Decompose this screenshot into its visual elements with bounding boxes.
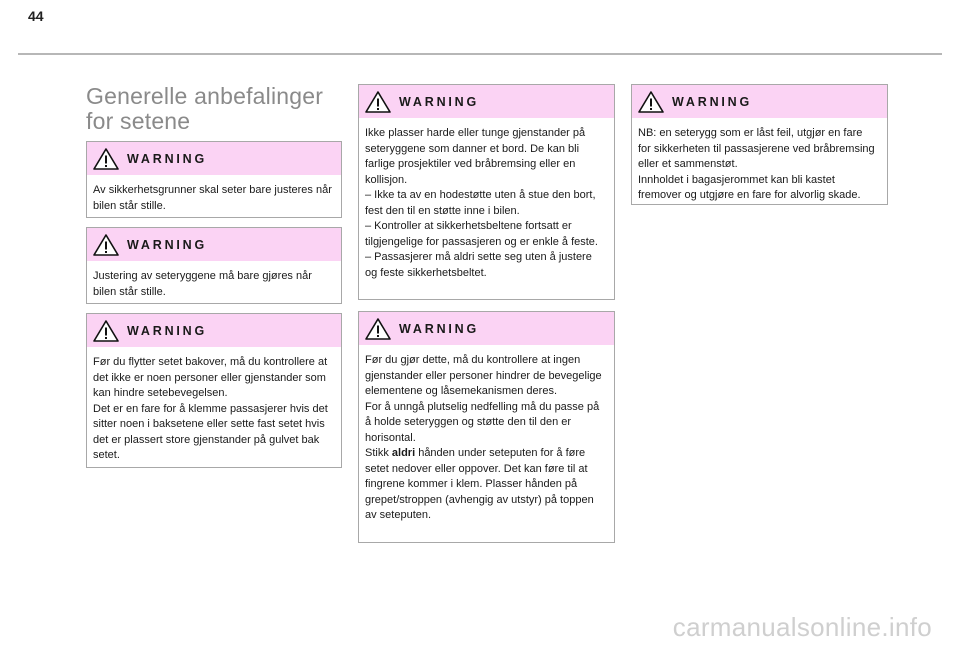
warning-paragraph: Justering av seteryggene må bare gjøres når bilen står stille. [93,270,312,298]
warning-paragraph: For å unngå plutselig nedfelling må du passe på å holde seteryggen og støtte den til den er horisontal. [365,400,600,444]
warning-paragraph [365,446,605,524]
warning-text [359,345,614,532]
warning-box [358,84,615,300]
warning-header [87,142,341,175]
section-title: Generelle anbefalinger for setene [86,83,324,134]
warning-label: WARNING [672,94,753,109]
warning-header [87,314,341,347]
warning-paragraph: Av sikkerhetsgrunner skal seter bare justeres når bilen står stille. [93,184,332,212]
warning-paragraph: Det er en fare for å klemme passasjerer hvis det sitter noen i baksetene eller sette fast setet hvis det er plassert store gjenstander på gulvet bak setet. [93,402,328,461]
warning-box [86,141,342,218]
warning-text [632,118,887,212]
warning-label: WARNING [127,237,208,252]
header-divider [18,53,942,55]
warning-header [632,85,887,118]
warning-box [358,311,615,543]
page-number: 44 [28,8,44,24]
stikk-prefix: Stikk [365,447,392,459]
warning-triangle-icon [93,320,119,342]
warning-triangle-icon [365,318,391,340]
warning-paragraph: Ikke plasser harde eller tunge gjenstander på seteryggene som danner et bord. De kan bli farlige prosjektiler ved bråbremsing eller en kollisjon. [365,127,586,186]
warning-label: WARNING [399,94,480,109]
warning-box [86,313,342,468]
warning-header [359,85,614,118]
warning-box [86,227,342,304]
warning-paragraph: Før du gjør dette, må du kontrollere at ingen gjenstander eller personer hindrer de bevegelige elementene og låsemekanismen deres. [365,354,602,397]
warning-triangle-icon [638,91,664,113]
warning-triangle-icon [365,91,391,113]
watermark: carmanualsonline.info [672,612,932,642]
warning-label: WARNING [399,321,480,336]
warning-header [87,228,341,261]
warning-label: WARNING [127,323,208,338]
warning-paragraph: Før du flytter setet bakover, må du kontrollere at det ikke er noen personer eller gjenstander som kan hindre setebevegelsen. [93,356,328,399]
warning-paragraph: NB: en seterygg som er låst feil, utgjør en fare for sikkerheten til passasjerene ved bråbremsing eller et sammenstøt. [638,127,875,170]
warning-triangle-icon [93,148,119,170]
warning-list-item: – Kontroller at sikkerhetsbeltene fortsatt er tilgjengelige for passasjeren og er enkle å feste. [365,220,598,248]
warning-paragraph: Innholdet i bagasjerommet kan bli kastet fremover og utgjøre en fare for alvorlig skade. [638,173,861,201]
warning-header [359,312,614,345]
warning-triangle-icon [93,234,119,256]
warning-box [631,84,888,205]
stikk-rest: hånden under seteputen for å føre setet nedover eller oppover. Det kan føre til at fingrene kommer i klem. Plasser hånden på grepet/stroppen (avhengig av utstyr) på toppen av seteputen. [365,447,594,521]
warning-label: WARNING [127,151,208,166]
emphasis-aldri: aldri [391,447,416,459]
warning-text [359,118,614,289]
warning-text [87,347,341,472]
warning-text [87,261,341,308]
warning-list-item: – Passasjerer må aldri sette seg uten å justere og feste sikkerhetsbeltet. [365,251,592,279]
warning-list-item: – Ikke ta av en hodestøtte uten å stue den bort, fest den til en støtte inne i bilen. [365,189,596,217]
warning-text [87,175,341,222]
